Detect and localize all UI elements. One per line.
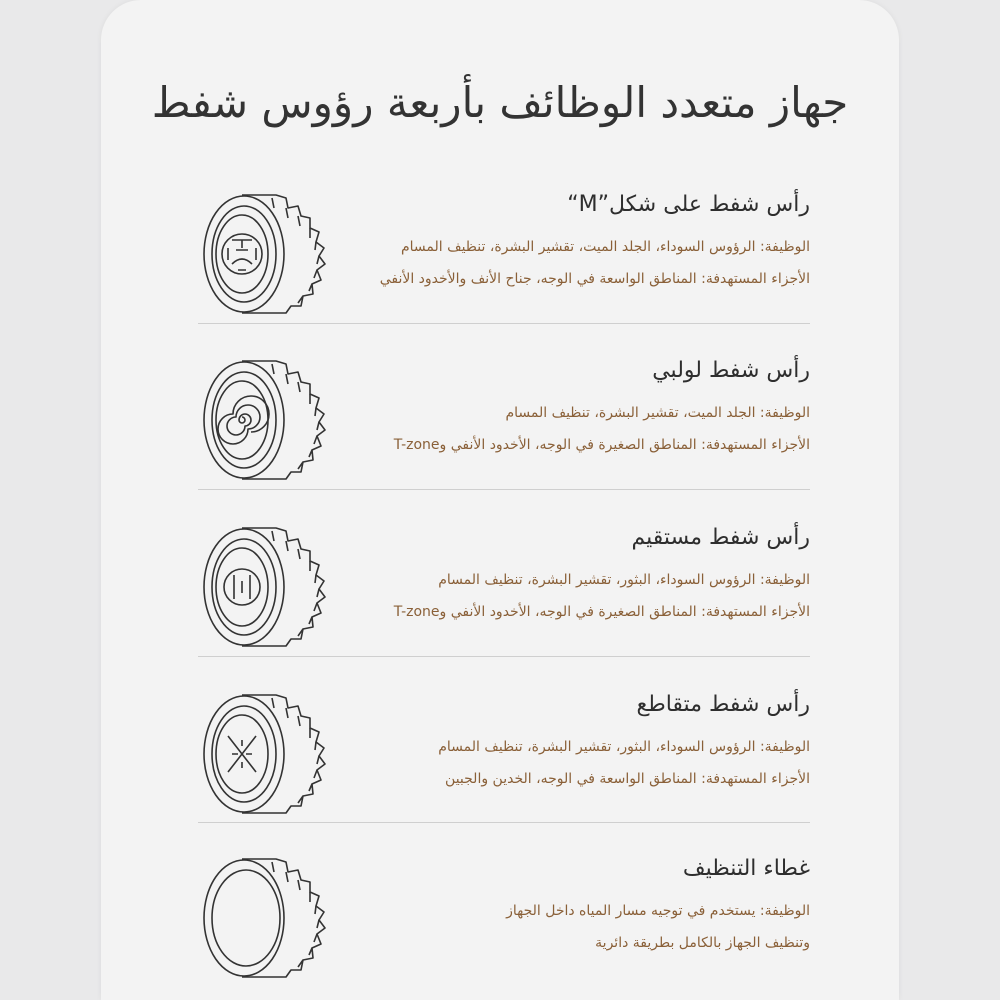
item-name: رأس شفط لولبي (652, 358, 810, 383)
item-target-areas: الأجزاء المستهدفة: المناطق الصغيرة في الوجه، الأخدود الأنفي وT-zone (393, 604, 810, 620)
item-name: غطاء التنظيف (682, 856, 810, 881)
list-item (198, 192, 810, 324)
divider (198, 656, 810, 657)
divider (198, 822, 810, 823)
divider (198, 489, 810, 490)
item-name: رأس شفط على شكل”M“ (567, 192, 810, 217)
list-item (198, 358, 810, 490)
list-item (198, 856, 810, 980)
item-function: الوظيفة: الجلد الميت، تقشير البشرة، تنظيف المسام (505, 405, 810, 421)
item-target-areas: الأجزاء المستهدفة: المناطق الصغيرة في الوجه، الأخدود الأنفي وT-zone (393, 437, 810, 453)
list-item (198, 692, 810, 824)
m-suction-head-icon (202, 192, 332, 316)
item-function-continued: وتنظيف الجهاز بالكامل بطريقة دائرية (595, 935, 810, 951)
item-function: الوظيفة: الرؤوس السوداء، البثور، تقشير البشرة، تنظيف المسام (438, 572, 810, 588)
item-target-areas: الأجزاء المستهدفة: المناطق الواسعة في الوجه، جناح الأنف والأخدود الأنفي (379, 271, 810, 287)
cleaning-cap-icon (202, 856, 332, 980)
divider (198, 323, 810, 324)
product-card (101, 0, 899, 1000)
page-title: جهاز متعدد الوظائف بأربعة رؤوس شفط (151, 78, 849, 127)
item-function: الوظيفة: الرؤوس السوداء، الجلد الميت، تقشير البشرة، تنظيف المسام (400, 239, 810, 255)
item-target-areas: الأجزاء المستهدفة: المناطق الواسعة في الوجه، الخدين والجبين (445, 771, 810, 787)
item-function: الوظيفة: يستخدم في توجيه مسار المياه داخل الجهاز (506, 903, 810, 919)
cross-suction-head-icon (202, 692, 332, 816)
spiral-suction-head-icon (202, 358, 332, 482)
item-function: الوظيفة: الرؤوس السوداء، البثور، تقشير البشرة، تنظيف المسام (438, 739, 810, 755)
item-name: رأس شفط متقاطع (636, 692, 810, 717)
item-name: رأس شفط مستقيم (631, 525, 810, 550)
list-item (198, 525, 810, 657)
straight-suction-head-icon (202, 525, 332, 649)
